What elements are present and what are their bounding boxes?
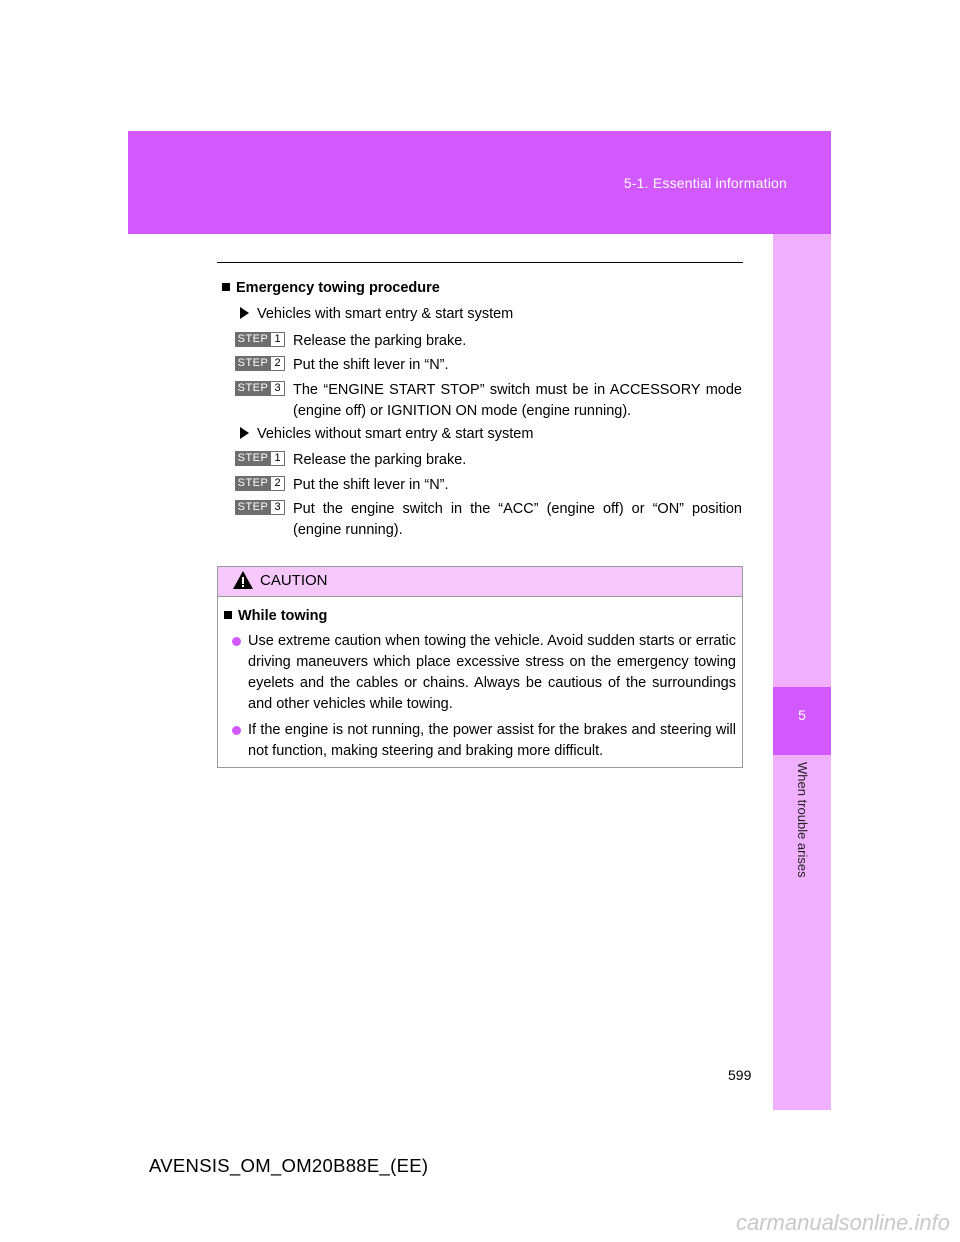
header-band — [128, 131, 831, 234]
caution-title: CAUTION — [260, 572, 328, 589]
step-text: Put the shift lever in “N”. — [293, 357, 449, 373]
watermark: carmanualsonline.info — [735, 1210, 950, 1235]
triangle-bullet-icon — [240, 427, 249, 439]
step-badge: STEP 2 — [235, 476, 286, 491]
square-bullet-icon — [224, 611, 232, 619]
chapter-side-tab — [773, 234, 831, 1110]
section-title: 5-1. Essential information — [623, 175, 787, 191]
round-bullet-icon — [232, 637, 241, 646]
step-badge: STEP 1 — [235, 332, 286, 347]
step-text: Release the parking brake. — [293, 452, 467, 468]
caution-heading: While towing — [224, 608, 327, 624]
round-bullet-icon — [232, 726, 241, 735]
step-badge: STEP 3 — [235, 500, 286, 515]
chapter-number: 5 — [798, 707, 806, 723]
step-badge: STEP 3 — [235, 381, 286, 396]
step-text: Put the engine switch in the “ACC” (engine off) or “ON” position (engine running). — [293, 501, 742, 538]
step-text: Put the shift lever in “N”. — [293, 477, 449, 493]
section-divider — [217, 262, 743, 263]
procedure-heading: Emergency towing procedure — [222, 280, 440, 296]
warning-triangle-icon — [232, 570, 254, 590]
triangle-bullet-icon — [240, 307, 249, 319]
variant-label: Vehicles without smart entry & start system — [240, 426, 533, 442]
page-number: 599 — [728, 1067, 752, 1083]
step-text: The “ENGINE START STOP” switch must be in ACCESSORY mode (engine off) or IGNITION ON mode (engine running). — [293, 382, 742, 419]
square-bullet-icon — [222, 283, 230, 291]
caution-header — [218, 567, 742, 597]
caution-item: If the engine is not running, the power assist for the brakes and steering will not function, making steering and braking more difficult. — [232, 720, 736, 762]
step-badge: STEP 2 — [235, 356, 286, 371]
caution-item: Use extreme caution when towing the vehicle. Avoid sudden starts or erratic driving maneuvers which place excessive stress on the emergency towing eyelets and the cables or chains. Always be cautious of the surroundings and other vehicles while towing. — [232, 631, 736, 715]
chapter-title: When trouble arises — [795, 762, 810, 878]
document-code: AVENSIS_OM_OM20B88E_(EE) — [149, 1155, 429, 1176]
chapter-number-box — [773, 687, 831, 755]
caution-box — [217, 566, 743, 768]
variant-label: Vehicles with smart entry & start system — [240, 306, 513, 322]
step-badge: STEP 1 — [235, 451, 286, 466]
step-text: Release the parking brake. — [293, 333, 467, 349]
